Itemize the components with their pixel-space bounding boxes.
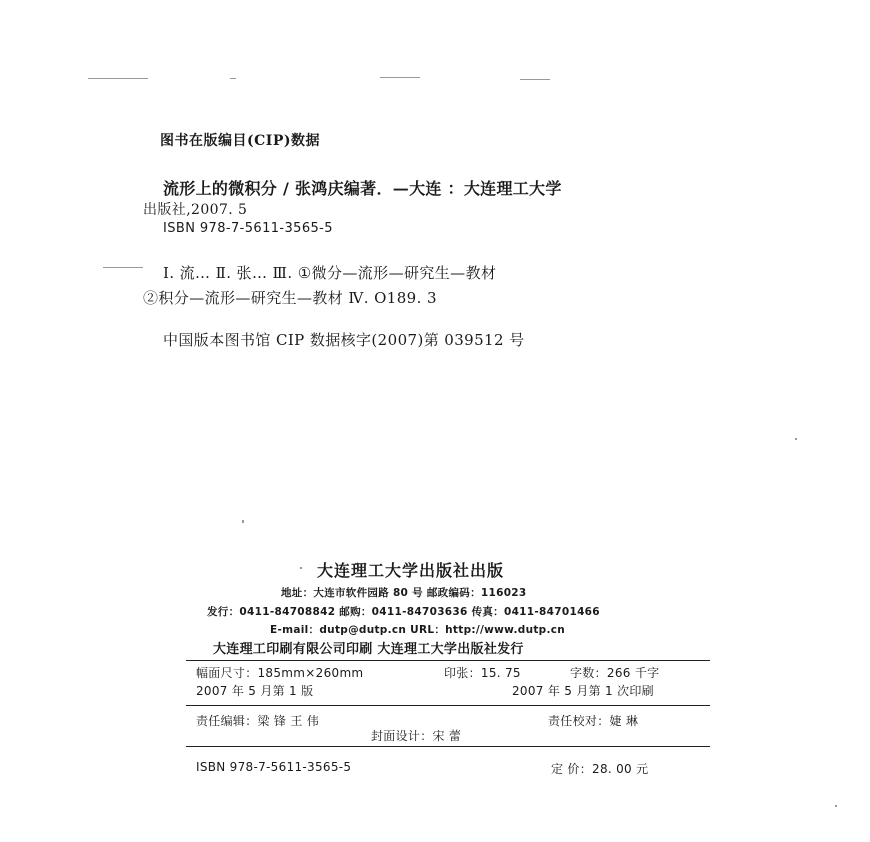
cip-publisher-line: 出版社,2007. 5 (143, 202, 248, 218)
cover-designer: 封面设计：宋 蕾 (371, 729, 462, 743)
scan-speck (520, 79, 550, 80)
divider (186, 746, 710, 747)
footer-isbn: ISBN 978-7-5611-3565-5 (196, 760, 352, 774)
impression: 2007 年 5 月第 1 次印刷 (512, 684, 654, 698)
divider (186, 660, 710, 661)
cip-subject-line-2: ②积分—流形—研究生—教材 Ⅳ. O189. 3 (143, 289, 437, 307)
scan-speck (88, 78, 148, 79)
print-sheets: 印张：15. 75 (444, 666, 521, 680)
cip-heading: 图书在版编目(CIP)数据 (160, 133, 320, 149)
responsible-editor: 责任编辑：梁 锋 王 伟 (196, 714, 320, 728)
cip-isbn: ISBN 978-7-5611-3565-5 (163, 221, 333, 236)
publisher-name: 大连理工大学出版社出版 (317, 561, 505, 580)
edition: 2007 年 5 月第 1 版 (196, 684, 314, 698)
cip-subject-line-1: Ⅰ. 流… Ⅱ. 张… Ⅲ. ①微分—流形—研究生—教材 (163, 264, 497, 282)
divider (186, 705, 710, 706)
scan-speck (230, 78, 236, 79)
cip-record-number: 中国版本图书馆 CIP 数据核字(2007)第 039512 号 (163, 331, 525, 349)
proofreader: 责任校对：婕 琳 (548, 714, 639, 728)
scan-speck (103, 267, 143, 268)
publisher-web: E-mail：dutp@dutp.cn URL：http://www.dutp.cn (270, 624, 566, 636)
format-size: 幅面尺寸：185mm×260mm (196, 666, 364, 680)
scan-speck (835, 805, 837, 807)
price: 定 价：28. 00 元 (551, 762, 649, 776)
scan-speck (242, 520, 244, 523)
publisher-address: 地址：大连市软件园路 80 号 邮政编码：116023 (281, 587, 527, 599)
publisher-phones: 发行：0411-84708842 邮购：0411-84703636 传真：0411-84701466 (207, 606, 600, 618)
scan-speck (300, 567, 302, 569)
printing-line: 大连理工印刷有限公司印刷 大连理工大学出版社发行 (213, 642, 524, 657)
scan-speck (380, 77, 420, 78)
scan-speck (795, 438, 797, 440)
word-count: 字数：266 千字 (570, 666, 660, 680)
cip-title-line: 流形上的微积分 / 张鸿庆编著．—大连 ：大连理工大学 (163, 179, 562, 198)
